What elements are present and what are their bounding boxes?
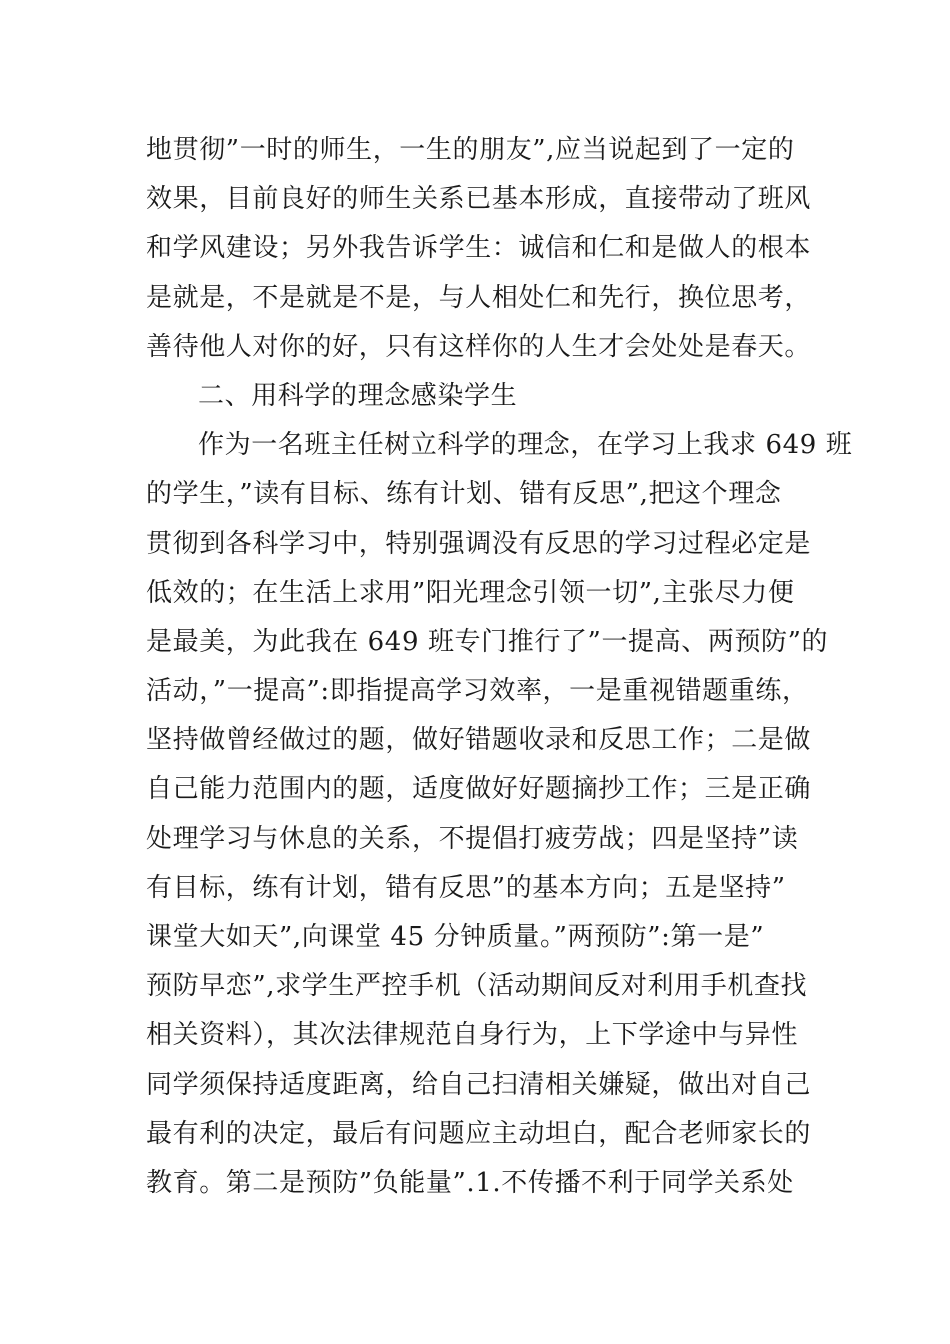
text-line: 教育。第二是预防”负能量”.1.不传播不利于同学关系处 bbox=[146, 1167, 794, 1198]
text-line: 处理学习与休息的关系，不提倡打疲劳战；四是坚持”读 bbox=[146, 823, 799, 854]
text-line: 最有利的决定，最后有问题应主动坦白，配合老师家长的 bbox=[146, 1118, 812, 1149]
text-line: 和学风建设；另外我告诉学生：诚信和仁和是做人的根本 bbox=[146, 233, 812, 264]
text-line: 活动，”一提高”:即指提高学习效率，一是重视错题重练， bbox=[146, 676, 809, 707]
text-line: 坚持做曾经做过的题，做好错题收录和反思工作；二是做 bbox=[146, 725, 812, 756]
text-line: 低效的；在生活上求用”阳光理念引领一切”,主张尽力便 bbox=[146, 577, 795, 608]
paragraph-start-line: 作为一名班主任树立科学的理念，在学习上我求 649 班 bbox=[198, 430, 853, 461]
text-line: 贯彻到各科学习中，特别强调没有反思的学习过程必定是 bbox=[146, 528, 812, 559]
section-heading: 二、用科学的理念感染学生 bbox=[198, 380, 518, 411]
text-line: 善待他人对你的好，只有这样你的人生才会处处是春天。 bbox=[146, 331, 812, 362]
text-line: 效果，目前良好的师生关系已基本形成，直接带动了班风 bbox=[146, 184, 812, 215]
text-line: 是就是，不是就是不是，与人相处仁和先行，换位思考， bbox=[146, 282, 812, 313]
document-body bbox=[146, 126, 853, 1208]
text-line: 相关资料），其次法律规范自身行为，上下学途中与异性 bbox=[146, 1020, 799, 1051]
text-line: 预防早恋”,求学生严控手机（活动期间反对利用手机查找 bbox=[146, 971, 808, 1002]
text-line: 地贯彻”一时的师生，一生的朋友”,应当说起到了一定的 bbox=[146, 135, 795, 165]
text-line: 的学生，”读有目标、练有计划、错有反思”,把这个理念 bbox=[146, 479, 782, 510]
text-line: 课堂大如天”,向课堂 45 分钟质量。”两预防”:第一是” bbox=[146, 922, 765, 952]
text-line: 自己能力范围内的题，适度做好好题摘抄工作；三是正确 bbox=[146, 774, 812, 805]
text-line: 有目标，练有计划，错有反思”的基本方向；五是坚持” bbox=[146, 872, 786, 903]
text-line: 同学须保持适度距离，给自己扫清相关嫌疑，做出对自己 bbox=[146, 1069, 812, 1100]
text-line: 是最美，为此我在 649 班专门推行了”一提高、两预防”的 bbox=[146, 626, 829, 657]
